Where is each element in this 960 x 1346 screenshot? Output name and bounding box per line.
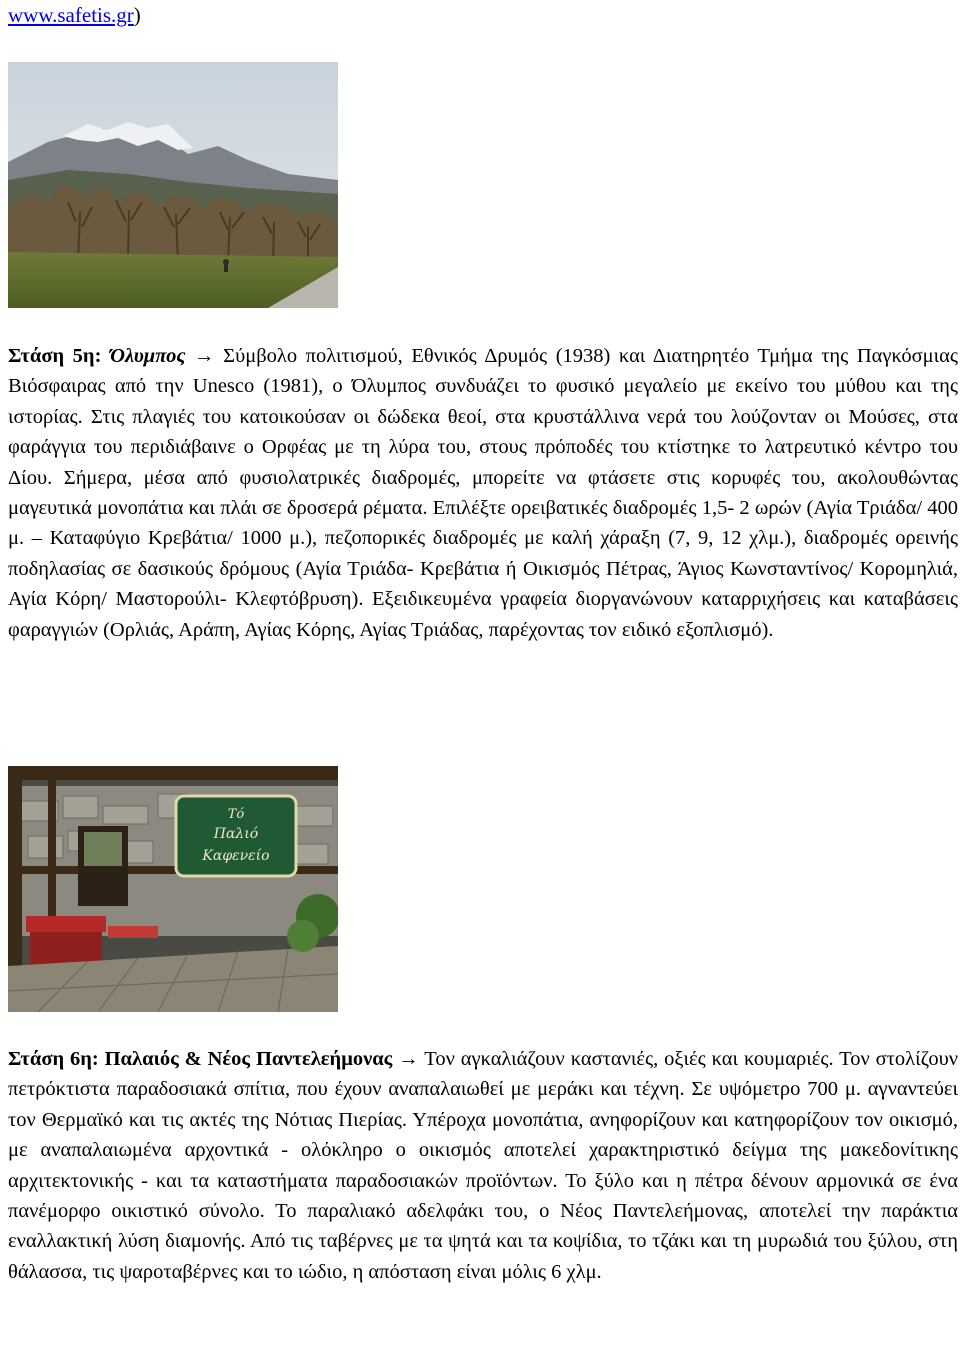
source-link[interactable]: www.safetis.gr: [8, 3, 134, 27]
stop-5-title: Στάση 5η: Όλυμπος: [8, 345, 186, 367]
sign-line-3: Καφενείο: [202, 848, 270, 864]
stop-5-body: Σύμβολο πολιτισμού, Εθνικός Δρυμός (1938) και Διατηρητέο Τμήμα της Παγκόσμιας Βιόσφαιρας από την Unesco (1981), ο Όλυμπος συνδυάζει το φυσικό μεγαλείο με εκείνο του μύθου και της ιστορίας. Στις πλαγιές του κατοικούσαν οι δώδεκα θεοί, στα κρυστάλλινα νερά του λούζονταν οι Μούσες, στα φαράγγια του περιδιάβαινε ο Ορφέας με τη λύρα του, στους πρόποδές του κτίστηκε το λατρευτικό κέντρο του Δίου. Σήμερα, μέσα από φυσιολατρικές διαδρομές, μπορείτε να φτάσετε στις κορυφές του, ακολουθώντας μαγευτικά μονοπάτια και πλάι σε δροσερά ρέματα. Επιλέξτε ορειβατικές διαδρομές 1,5- 2 ωρών (Αγία Τριάδα/ 400 μ. – Καταφύγιο Κρεβάτια/ 1000 μ.), πεζοπορικές διαδρομές με καλή χάραξη (7, 9, 12 χλμ.), διαδρομές ορεινής ποδηλασίας σε δασικούς δρόμους (Αγία Τριάδα- Κρεβάτια ή Οικισμός Πέτρας, Άγιος Κωνσταντίνος/ Κορομηλιά, Αγία Κόρη/ Μαστορούλι- Κλεφτόβρυση). Εξειδικευμένα γραφεία διοργανώνουν καταρριχήσεις και καταβάσεις φαραγγιών (Ορλιάς, Αράπη, Αγίας Κόρης, Αγίας Τριάδας, παρέχοντας τον ειδικό εξοπλισμό).: [8, 345, 958, 641]
stop-5-paragraph: [8, 341, 958, 645]
stop-6-title: Στάση 6η: Παλαιός & Νέος Παντελεήμονας: [8, 1048, 393, 1070]
stop-6-paragraph: [8, 1044, 958, 1287]
source-link-line: [8, 2, 141, 28]
taverna-photo-icon: [8, 766, 338, 1012]
sign-line-1: Τό: [227, 807, 245, 822]
stop-6-body: Τον αγκαλιάζουν καστανιές, οξιές και κουμαριές. Τον στολίζουν πετρόκτιστα παραδοσιακά σπίτια, που έχουν αναπαλαιωθεί με μεράκι και τέχνη. Σε υψόμετρο 700 μ. αγναντεύει τον Θερμαϊκό και τις ακτές της Νότιας Πιερίας. Υπέροχα μονοπάτια, ανηφορίζουν και κατηφορίζουν τον οικισμό, με αναπαλαιωμένα αρχοντικά - ολόκληρο ο οικισμός αποτελεί χαρακτηριστικό δείγμα της μακεδονίτικης αρχιτεκτονικής - και τα καταστήματα παραδοσιακών προϊόντων. Το ξύλο και η πέτρα δένουν αρμονικά σε ένα πανέμορφο οικιστικό σύνολο. Το παραλιακό αδελφάκι του, ο Νέος Παντελεήμονας, αποτελεί την παράκτια εναλλακτική λύση διαμονής. Από τις ταβέρνες με τα ψητά και τα κοψίδια, το τζάκι και τη μυρωδιά του ξύλου, στη θάλασσα, τις ψαροταβέρνες και το ιώδιο, η απόσταση είναι μόλις 6 χλμ.: [8, 1048, 958, 1283]
closing-paren: ): [133, 3, 141, 27]
landscape-photo-icon: [8, 62, 338, 308]
taverna-photo: [8, 766, 338, 1012]
arrow-icon: →: [398, 1048, 419, 1070]
olympus-landscape-photo: [8, 62, 338, 308]
arrow-icon: →: [194, 345, 215, 367]
sign-line-2: Παλιό: [213, 826, 259, 842]
